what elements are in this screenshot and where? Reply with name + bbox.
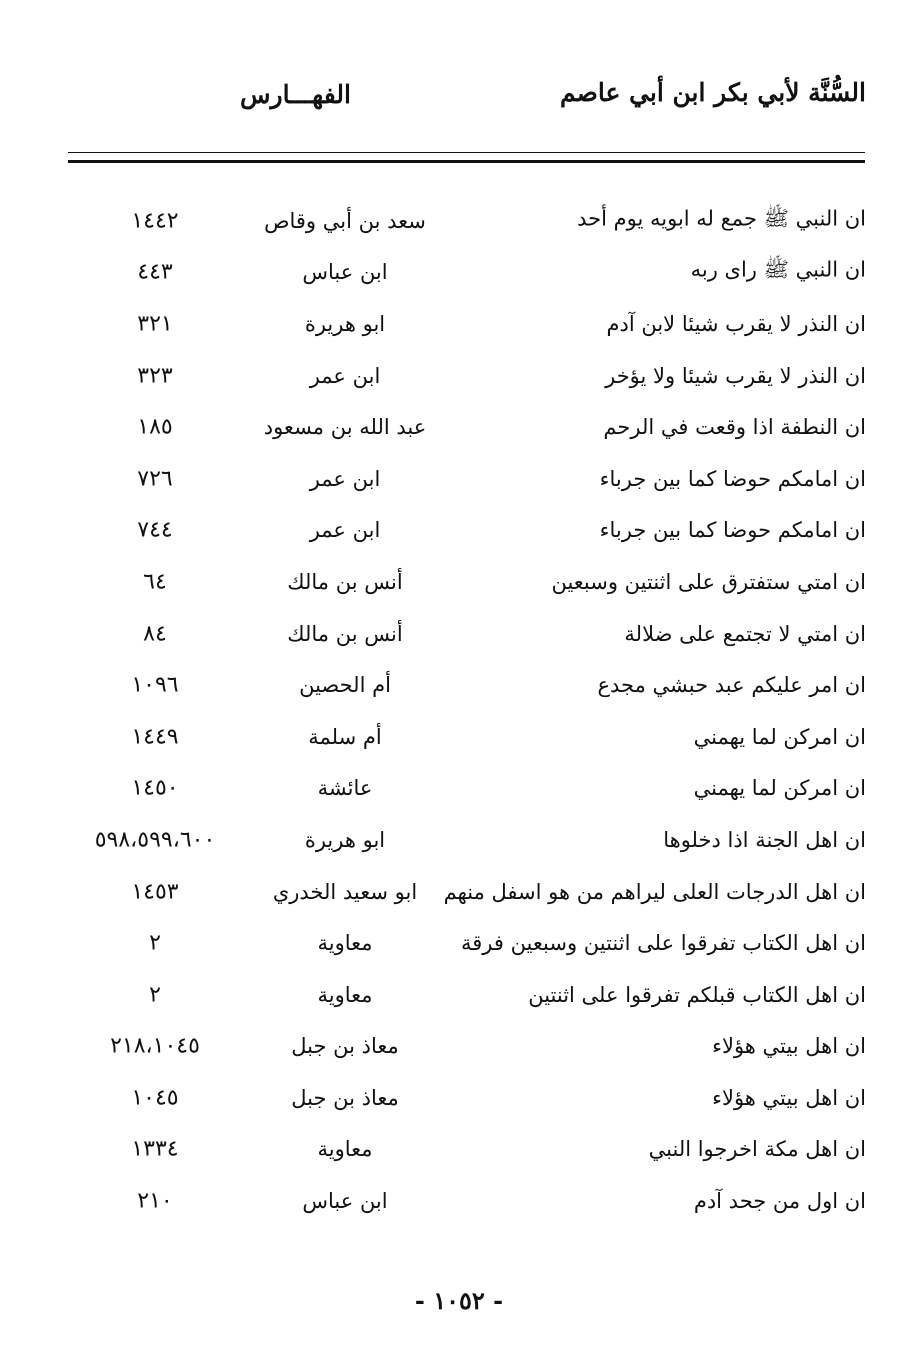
index-row <box>0 763 918 815</box>
hadith-number: ١٣٣٤ <box>131 1136 179 1162</box>
hadith-text: ان اهل الجنة اذا دخلوها <box>663 827 866 852</box>
hadith-text: ان امركن لما يهمني <box>693 776 866 801</box>
narrator-name: أنس بن مالك <box>287 621 403 646</box>
index-row <box>0 195 918 247</box>
hadith-text: ان اهل الكتاب قبلكم تفرقوا على اثنتين <box>528 982 866 1007</box>
hadith-number: ١٤٤٩ <box>131 724 179 750</box>
page-number: - ١٠٥٢ - <box>414 1286 504 1315</box>
index-row <box>0 1021 918 1073</box>
hadith-text: ان النبي ﷺ راى ربه <box>690 257 866 282</box>
header-divider-thin <box>68 152 865 153</box>
hadith-text: ان النذر لا يقرب شيئا ولا يؤخر <box>605 363 866 388</box>
hadith-text: ان اهل بيتي هؤلاء <box>712 1034 866 1059</box>
index-row <box>0 969 918 1021</box>
hadith-text: ان اول من جحد آدم <box>693 1189 866 1214</box>
narrator-name: ابن عباس <box>302 1189 388 1214</box>
hadith-number: ٧٤٤ <box>137 517 173 543</box>
narrator-name: عبد الله بن مسعود <box>263 415 427 440</box>
index-row <box>0 866 918 918</box>
hadith-number: ٤٤٣ <box>137 259 173 285</box>
hadith-text: ان امتي ستفترق على اثنتين وسبعين <box>551 569 866 594</box>
narrator-name: ابو هريرة <box>304 827 386 852</box>
hadith-text: ان امامكم حوضا كما بين جرباء <box>599 518 866 543</box>
hadith-number: ٢ <box>149 982 161 1008</box>
index-row <box>0 505 918 557</box>
hadith-number: ٥٩٨،٥٩٩،٦٠٠ <box>94 827 216 853</box>
hadith-number: ٦٤ <box>143 569 167 595</box>
narrator-name: ابو سعيد الخدري <box>272 879 418 904</box>
index-row <box>0 659 918 711</box>
book-title: السُّنَّة لأبي بكر ابن أبي عاصم <box>559 78 866 107</box>
section-title: الفهـــارس <box>240 80 351 109</box>
narrator-name: ابن عمر <box>309 363 381 388</box>
narrator-name: أم سلمة <box>308 724 382 749</box>
hadith-number: ١٤٤٢ <box>131 208 179 234</box>
index-row <box>0 453 918 505</box>
index-row <box>0 298 918 350</box>
hadith-text: ان اهل بيتي هؤلاء <box>712 1085 866 1110</box>
index-row <box>0 711 918 763</box>
index-row <box>0 608 918 660</box>
index-row <box>0 1175 918 1227</box>
hadith-text: ان اهل الكتاب تفرقوا على اثنتين وسبعين فرقة <box>460 931 866 956</box>
hadith-text: ان النذر لا يقرب شيئا لابن آدم <box>606 311 866 336</box>
hadith-text: ان اهل الدرجات العلى ليراهم من هو اسفل منهم <box>443 879 866 904</box>
narrator-name: أم الحصين <box>299 673 391 698</box>
narrator-name: عائشة <box>317 776 373 801</box>
hadith-number: ٢١٠ <box>137 1188 173 1214</box>
index-row <box>0 917 918 969</box>
narrator-name: ابن عباس <box>302 260 388 285</box>
narrator-name: ابن عمر <box>309 518 381 543</box>
hadith-number: ٣٢٣ <box>137 363 173 389</box>
hadith-number: ١٨٥ <box>137 414 173 440</box>
index-row <box>0 814 918 866</box>
hadith-text: ان امامكم حوضا كما بين جرباء <box>599 466 866 491</box>
index-row <box>0 1124 918 1176</box>
hadith-text: ان النبي ﷺ جمع له ابويه يوم أحد <box>577 206 866 231</box>
index-row <box>0 247 918 299</box>
hadith-number: ١٤٥٣ <box>131 879 179 905</box>
narrator-name: ابن عمر <box>309 466 381 491</box>
hadith-number: ٢١٨،١٠٤٥ <box>110 1033 200 1059</box>
narrator-name: سعد بن أبي وقاص <box>264 208 426 233</box>
index-row <box>0 350 918 402</box>
narrator-name: معاوية <box>317 1137 373 1162</box>
narrator-name: ابو هريرة <box>304 311 386 336</box>
hadith-number: ٧٢٦ <box>137 466 173 492</box>
index-row <box>0 1072 918 1124</box>
hadith-number: ٨٤ <box>143 621 167 647</box>
hadith-number: ١٠٤٥ <box>131 1085 179 1111</box>
narrator-name: معاذ بن جبل <box>291 1034 399 1059</box>
header-divider-thick <box>68 160 865 163</box>
hadith-text: ان امر عليكم عبد حبشي مجدع <box>597 673 866 698</box>
hadith-number: ١٠٩٦ <box>131 672 179 698</box>
hadith-number: ٣٢١ <box>137 311 173 337</box>
narrator-name: معاذ بن جبل <box>291 1085 399 1110</box>
narrator-name: معاوية <box>317 931 373 956</box>
narrator-name: أنس بن مالك <box>287 569 403 594</box>
index-row <box>0 401 918 453</box>
narrator-name: معاوية <box>317 982 373 1007</box>
hadith-text: ان امركن لما يهمني <box>693 724 866 749</box>
hadith-number: ٢ <box>149 930 161 956</box>
hadith-text: ان امتي لا تجتمع على ضلالة <box>624 621 866 646</box>
index-table <box>0 195 918 1227</box>
hadith-text: ان اهل مكة اخرجوا النبي <box>648 1137 866 1162</box>
hadith-number: ١٤٥٠ <box>131 775 179 801</box>
index-row <box>0 556 918 608</box>
hadith-text: ان النطفة اذا وقعت في الرحم <box>603 415 866 440</box>
